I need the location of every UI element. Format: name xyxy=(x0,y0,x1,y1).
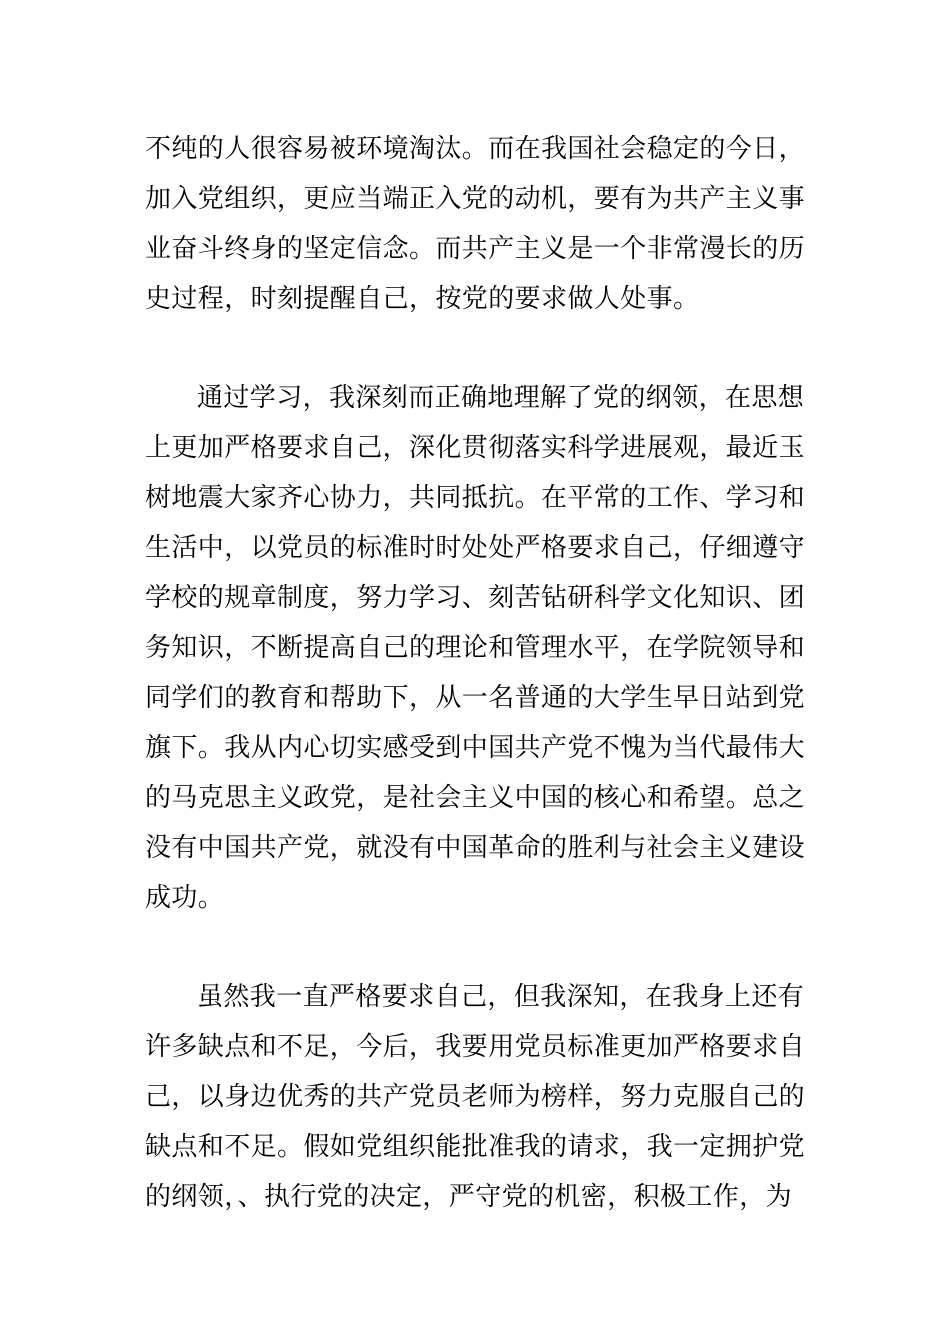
text-line: 学校的规章制度，努力学习、刻苦钻研科学文化知识、团 xyxy=(145,583,806,613)
text-line: 生活中，以党员的标准时时处处严格要求自己，仔细遵守 xyxy=(145,533,806,563)
text-line: 己，以身边优秀的共产党员老师为榜样，努力克服自己的 xyxy=(145,1082,806,1112)
text-line: 上更加严格要求自己，深化贯彻落实科学进展观，最近玉 xyxy=(145,433,806,463)
text-line: 的马克思主义政党，是社会主义中国的核心和希望。总之 xyxy=(145,783,806,813)
text-line: 许多缺点和不足，今后，我要用党员标准更加严格要求自 xyxy=(145,1032,806,1062)
text-line: 业奋斗终身的坚定信念。而共产主义是一个非常漫长的历 xyxy=(145,234,806,264)
text-line: 旗下。我从内心切实感受到中国共产党不愧为当代最伟大 xyxy=(145,733,806,763)
text-line: 没有中国共产党，就没有中国革命的胜利与社会主义建设 xyxy=(145,833,806,863)
text-line: 史过程，时刻提醒自己，按党的要求做人处事。 xyxy=(145,284,700,314)
text-line: 树地震大家齐心协力，共同抵抗。在平常的工作、学习和 xyxy=(145,483,806,513)
text-line: 加入党组织，更应当端正入党的动机，要有为共产主义事 xyxy=(145,184,806,214)
text-line: 不纯的人很容易被环境淘汰。而在我国社会稳定的今日， xyxy=(145,134,806,164)
text-line: 的纲领，、执行党的决定，严守党的机密，积极工作，为 xyxy=(145,1182,793,1212)
paragraph-3 xyxy=(145,972,815,1222)
paragraph-1 xyxy=(145,124,815,324)
text-line: 虽然我一直严格要求自己，但我深知，在我身上还有 xyxy=(197,982,805,1012)
text-line: 成功。 xyxy=(145,883,225,913)
text-line: 务知识，不断提高自己的理论和管理水平，在学院领导和 xyxy=(145,633,806,663)
text-line: 同学们的教育和帮助下，从一名普通的大学生早日站到党 xyxy=(145,683,806,713)
text-line: 通过学习，我深刻而正确地理解了党的纲领，在思想 xyxy=(197,383,805,413)
paragraph-2 xyxy=(145,373,815,923)
text-line: 缺点和不足。假如党组织能批准我的请求，我一定拥护党 xyxy=(145,1132,806,1162)
